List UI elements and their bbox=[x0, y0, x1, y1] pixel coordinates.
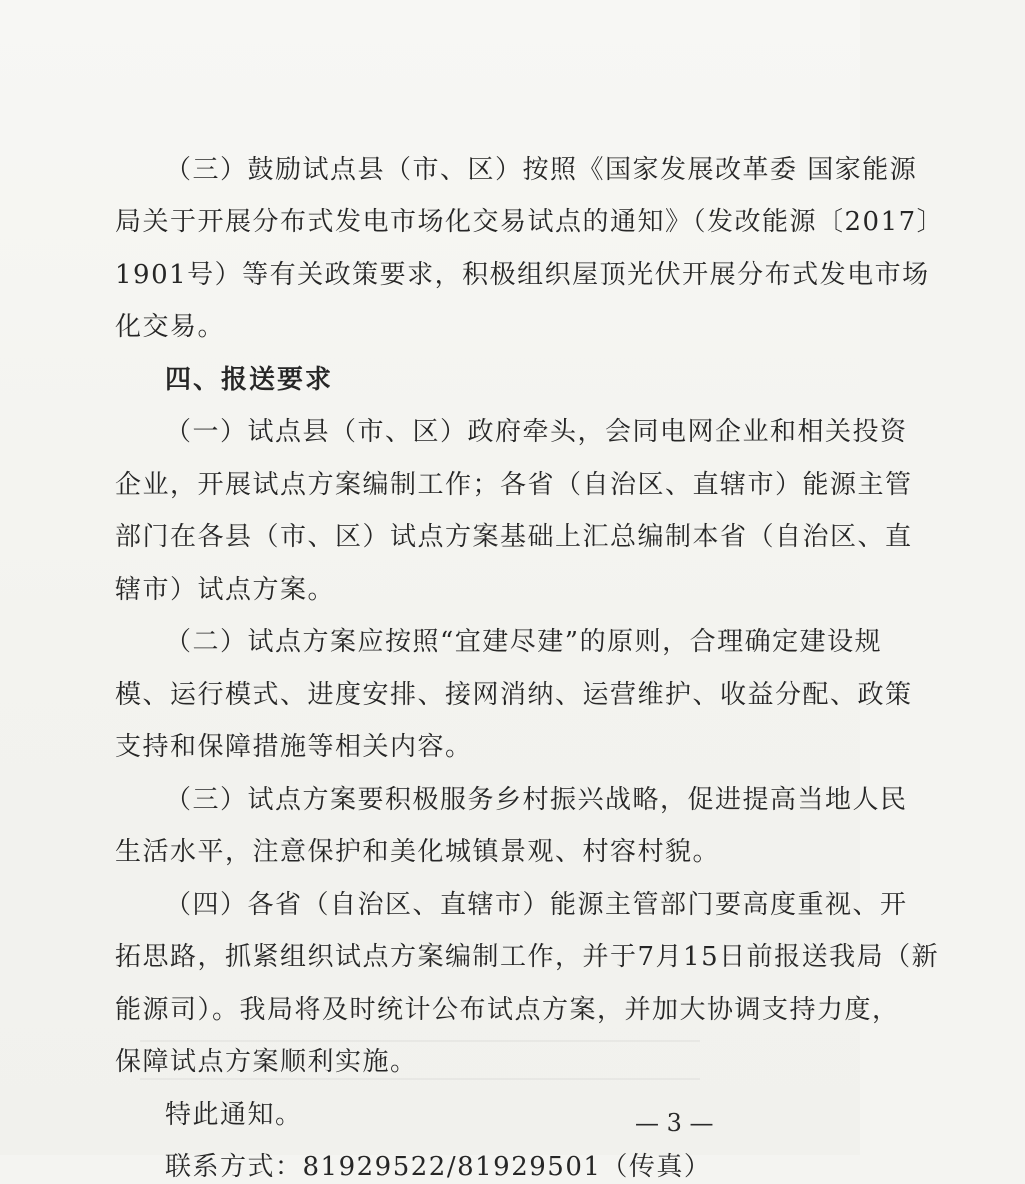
paragraph-3-line-2: 局关于开展分布式发电市场化交易试点的通知》（发改能源〔2017〕 bbox=[115, 207, 945, 237]
requirement-3-line-1: （三）试点方案要积极服务乡村振兴战略，促进提高当地人民 bbox=[165, 785, 908, 815]
requirement-3-line-2: 生活水平，注意保护和美化城镇景观、村容村貌。 bbox=[115, 837, 721, 867]
requirement-2-line-1: （二）试点方案应按照“宜建尽建”的原则，合理确定建设规 bbox=[165, 627, 883, 657]
requirement-1-line-3: 部门在各县（市、区）试点方案基础上汇总编制本省（自治区、直 bbox=[115, 522, 913, 552]
requirement-2-line-2: 模、运行模式、进度安排、接网消纳、运营维护、收益分配、政策 bbox=[115, 680, 913, 710]
page-number: — 3 — bbox=[635, 1109, 714, 1137]
section-heading: 四、报送要求 bbox=[165, 365, 334, 395]
requirement-4-line-2: 拓思路，抓紧组织试点方案编制工作，并于7月15日前报送我局（新 bbox=[115, 942, 940, 972]
requirement-1-line-2: 企业，开展试点方案编制工作；各省（自治区、直辖市）能源主管 bbox=[115, 470, 913, 500]
paragraph-3-line-4: 化交易。 bbox=[115, 312, 226, 342]
requirement-4-line-1: （四）各省（自治区、直辖市）能源主管部门要高度重视、开 bbox=[165, 890, 908, 920]
requirement-4-line-4: 保障试点方案顺利实施。 bbox=[115, 1047, 418, 1077]
paragraph-3-line-1: （三）鼓励试点县（市、区）按照《国家发展改革委 国家能源 bbox=[165, 155, 918, 185]
bleed-through-mark bbox=[140, 1040, 700, 1042]
contact-info: 联系方式：81929522/81929501（传真） bbox=[165, 1152, 712, 1182]
requirement-1-line-4: 辖市）试点方案。 bbox=[115, 575, 336, 605]
paragraph-3-line-3: 1901号）等有关政策要求，积极组织屋顶光伏开展分布式发电市场 bbox=[115, 260, 930, 290]
requirement-4-line-3: 能源司）。我局将及时统计公布试点方案，并加大协调支持力度， bbox=[115, 995, 900, 1025]
requirement-2-line-3: 支持和保障措施等相关内容。 bbox=[115, 732, 473, 762]
closing-notice: 特此通知。 bbox=[165, 1100, 303, 1130]
requirement-1-line-1: （一）试点县（市、区）政府牵头，会同电网企业和相关投资 bbox=[165, 417, 908, 447]
